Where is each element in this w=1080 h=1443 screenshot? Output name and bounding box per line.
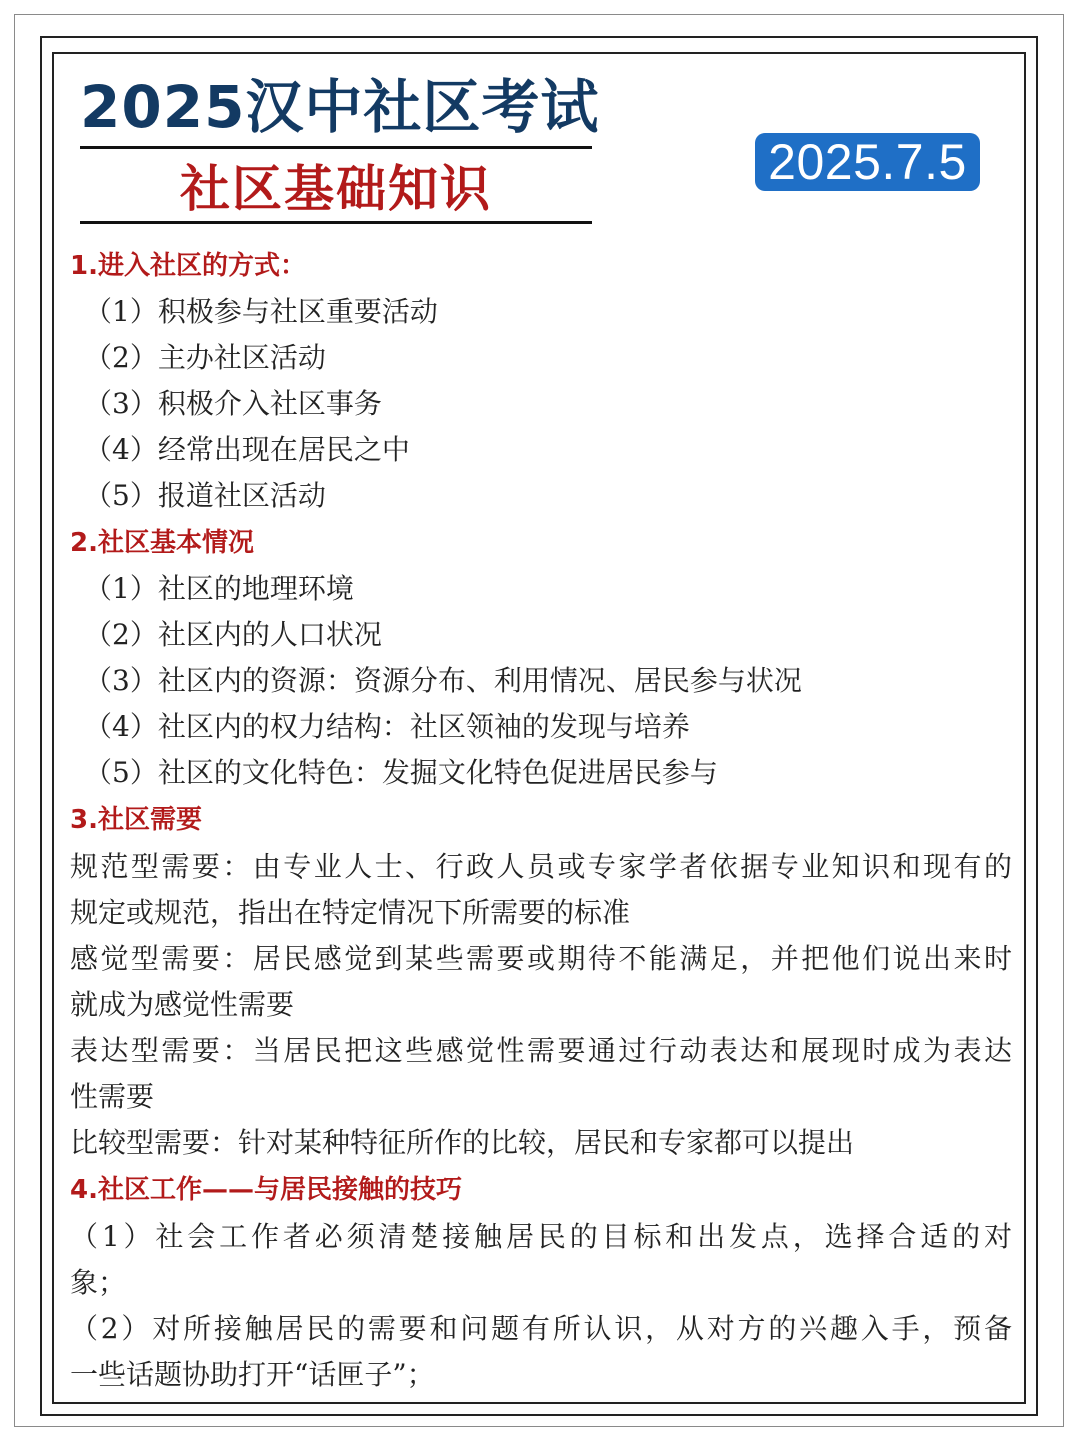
title-divider-top (80, 146, 592, 149)
list-item: （3）社区内的资源：资源分布、利用情况、居民参与状况 (84, 664, 802, 697)
list-item: （4）经常出现在居民之中 (84, 433, 410, 466)
list-item: （3）积极介入社区事务 (84, 387, 382, 420)
paragraph-line: 就成为感觉性需要 (70, 988, 295, 1021)
section-heading: 1.进入社区的方式： (70, 251, 306, 281)
list-item: （4）社区内的权力结构：社区领袖的发现与培养 (84, 710, 690, 743)
section-heading: 4.社区工作——与居民接触的技巧 (70, 1175, 462, 1205)
list-item: （2）社区内的人口状况 (84, 618, 382, 651)
section-heading: 3.社区需要 (70, 805, 202, 835)
paragraph-line: 规定或规范，指出在特定情况下所需要的标准 (70, 896, 631, 929)
list-item: （5）社区的文化特色：发掘文化特色促进居民参与 (84, 756, 718, 789)
paragraph-line: 象； (70, 1266, 127, 1299)
page-subtitle: 社区基础知识 (180, 160, 492, 218)
paragraph-line: 比较型需要：针对某种特征所作的比较，居民和专家都可以提出 (70, 1126, 855, 1159)
title-divider-bottom (80, 221, 592, 224)
date-badge: 2025.7.5 (755, 133, 980, 191)
paragraph-line: 性需要 (70, 1080, 155, 1113)
paragraph-line: （1）社会工作者必须清楚接触居民的目标和出发点，选择合适的对 (70, 1220, 1012, 1253)
list-item: （2）主办社区活动 (84, 341, 326, 374)
list-item: （1）社区的地理环境 (84, 572, 354, 605)
paragraph-line: 感觉型需要：居民感觉到某些需要或期待不能满足，并把他们说出来时 (70, 942, 1012, 975)
paragraph-line: （2）对所接触居民的需要和问题有所认识，从对方的兴趣入手，预备 (70, 1312, 1012, 1345)
list-item: （5）报道社区活动 (84, 479, 326, 512)
paragraph-line: 规范型需要：由专业人士、行政人员或专家学者依据专业知识和现有的 (70, 850, 1012, 883)
paragraph-line: 表达型需要：当居民把这些感觉性需要通过行动表达和展现时成为表达 (70, 1034, 1012, 1067)
page-title: 2025汉中社区考试 (80, 73, 600, 141)
paragraph-line: 一些话题协助打开“话匣子”； (70, 1358, 435, 1391)
list-item: （1）积极参与社区重要活动 (84, 295, 438, 328)
section-heading: 2.社区基本情况 (70, 528, 254, 558)
